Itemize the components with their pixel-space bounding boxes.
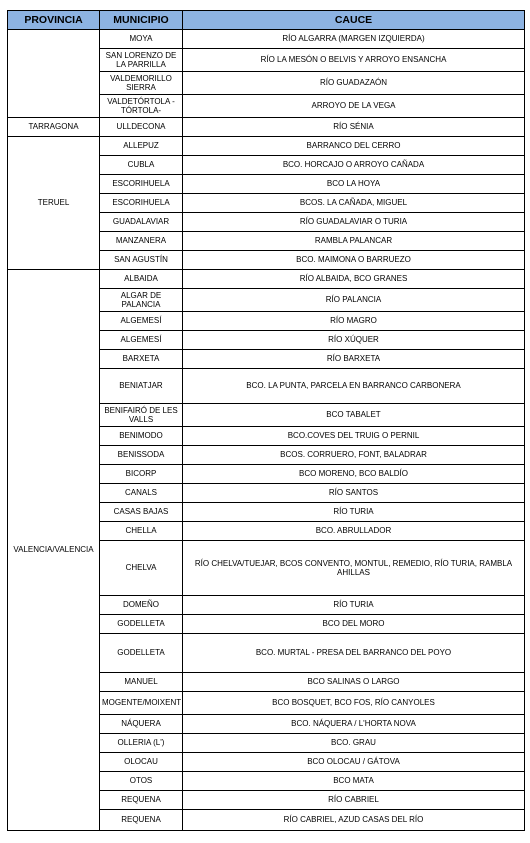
municipio-cell: ALBAIDA [100,270,183,289]
municipio-cell: MANZANERA [100,232,183,251]
cauce-cell: BCO. HORCAJO O ARROYO CAÑADA [183,156,525,175]
cauce-cell: RÍO PALANCIA [183,289,525,312]
header-cauce: CAUCE [183,11,525,30]
cauce-cell: BCO OLOCAU / GÁTOVA [183,753,525,772]
municipio-cell: CHELVA [100,541,183,596]
cauce-cell: RÍO LA MESÓN O BELVIS Y ARROYO ENSANCHA [183,49,525,72]
cauce-cell: RÍO TURIA [183,596,525,615]
cauce-cell: BCO. ABRULLADOR [183,522,525,541]
cauce-cell: BCO DEL MORO [183,615,525,634]
municipio-cell: GODELLETA [100,615,183,634]
cauce-cell: RÍO GUADALAVIAR O TURIA [183,213,525,232]
municipio-cell: BENIATJAR [100,369,183,404]
cauce-cell: ARROYO DE LA VEGA [183,95,525,118]
municipio-cell: ULLDECONA [100,118,183,137]
cauce-cell: BCO. NÁQUERA / L'HORTA NOVA [183,715,525,734]
provincia-cell: TARRAGONA [8,118,100,137]
cauce-cell: BCO. LA PUNTA, PARCELA EN BARRANCO CARBONERA [183,369,525,404]
header-row [8,11,525,30]
cauce-cell: BCO LA HOYA [183,175,525,194]
municipio-cell: BENISSODA [100,446,183,465]
provincia-cell [8,30,100,118]
cauce-cell: RÍO SANTOS [183,484,525,503]
cauce-cell: BARRANCO DEL CERRO [183,137,525,156]
cauce-cell: RAMBLA PALANCAR [183,232,525,251]
municipio-cell: OLOCAU [100,753,183,772]
municipio-cell: CHELLA [100,522,183,541]
table-row [8,30,525,49]
cauce-cell: BCO BOSQUET, BCO FOS, RÍO CANYOLES [183,692,525,715]
cauce-cell: RÍO CABRIEL, AZUD CASAS DEL RÍO [183,810,525,831]
header-municipio: MUNICIPIO [100,11,183,30]
cauce-cell: BCO MORENO, BCO BALDÍO [183,465,525,484]
municipio-cell: BICORP [100,465,183,484]
municipio-cell: BARXETA [100,350,183,369]
municipio-cell: CUBLA [100,156,183,175]
table-row [8,118,525,137]
municipio-cell: GUADALAVIAR [100,213,183,232]
municipio-cell: OLLERIA (L') [100,734,183,753]
municipio-cell: ESCORIHUELA [100,194,183,213]
municipio-cell: ALLEPUZ [100,137,183,156]
municipio-cell: GODELLETA [100,634,183,673]
municipio-cell: BENIMODO [100,427,183,446]
cauce-cell: RÍO MAGRO [183,312,525,331]
municipio-cell: REQUENA [100,810,183,831]
cauce-cell: RÍO GUADAZAÓN [183,72,525,95]
municipio-cell: NÁQUERA [100,715,183,734]
municipio-cell: CANALS [100,484,183,503]
cauce-cell: RÍO ALGARRA (MARGEN IZQUIERDA) [183,30,525,49]
municipio-cell: MOGENTE/MOIXENT [100,692,183,715]
cauce-cell: BCO.COVES DEL TRUIG O PERNIL [183,427,525,446]
municipio-cell: REQUENA [100,791,183,810]
cauce-cell: RÍO CABRIEL [183,791,525,810]
cauce-cell: RÍO BARXETA [183,350,525,369]
municipio-cell: MOYA [100,30,183,49]
cauces-table [7,10,525,831]
cauce-cell: BCO MATA [183,772,525,791]
provincia-cell: VALENCIA/VALENCIA [8,270,100,831]
cauce-cell: BCO. MAIMONA O BARRUEZO [183,251,525,270]
municipio-cell: ESCORIHUELA [100,175,183,194]
cauce-cell: BCOS. LA CAÑADA, MIGUEL [183,194,525,213]
header-provincia: PROVINCIA [8,11,100,30]
table-row [8,137,525,156]
municipio-cell: ALGEMESÍ [100,312,183,331]
municipio-cell: BENIFAIRÓ DE LES VALLS [100,404,183,427]
cauce-cell: BCOS. CORRUERO, FONT, BALADRAR [183,446,525,465]
cauce-cell: BCO SALINAS O LARGO [183,673,525,692]
municipio-cell: VALDETÓRTOLA - TÓRTOLA- [100,95,183,118]
cauce-cell: BCO TABALET [183,404,525,427]
table-body [8,30,525,831]
municipio-cell: OTOS [100,772,183,791]
provincia-cell: TERUEL [8,137,100,270]
cauce-cell: RÍO SÉNIA [183,118,525,137]
cauce-cell: RÍO TURIA [183,503,525,522]
cauce-cell: BCO. MURTAL - PRESA DEL BARRANCO DEL POYO [183,634,525,673]
municipio-cell: CASAS BAJAS [100,503,183,522]
cauce-cell: BCO. GRAU [183,734,525,753]
cauce-cell: RÍO XÚQUER [183,331,525,350]
cauce-cell: RÍO ALBAIDA, BCO GRANES [183,270,525,289]
municipio-cell: ALGEMESÍ [100,331,183,350]
municipio-cell: VALDEMORILLO SIERRA [100,72,183,95]
municipio-cell: SAN AGUSTÍN [100,251,183,270]
cauce-cell: RÍO CHELVA/TUEJAR, BCOS CONVENTO, MONTUL, REMEDIO, RÍO TURIA, RAMBLA AHILLAS [183,541,525,596]
municipio-cell: ALGAR DE PALANCIA [100,289,183,312]
municipio-cell: DOMEÑO [100,596,183,615]
table-row [8,270,525,289]
municipio-cell: MANUEL [100,673,183,692]
municipio-cell: SAN LORENZO DE LA PARRILLA [100,49,183,72]
